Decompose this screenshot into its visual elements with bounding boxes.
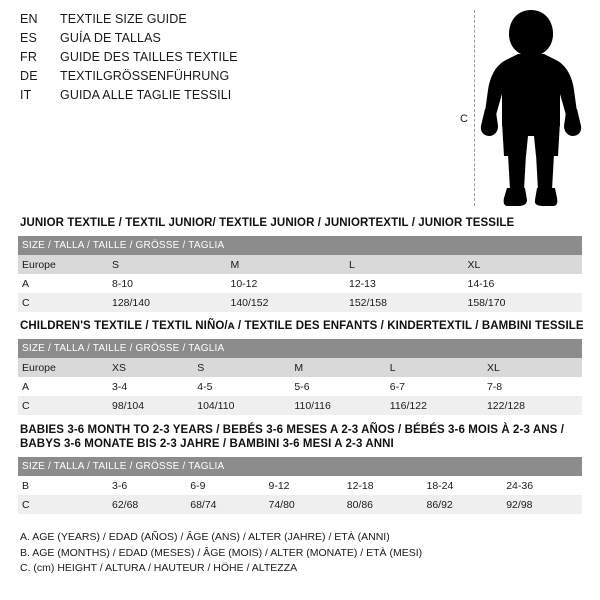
cell: 12-18 xyxy=(343,476,423,495)
cell: 92/98 xyxy=(502,495,582,514)
cell: 116/122 xyxy=(386,396,483,415)
cell: 24-36 xyxy=(502,476,582,495)
table-junior xyxy=(18,236,582,312)
language-code: FR xyxy=(20,50,38,64)
row-label: C xyxy=(18,396,108,415)
row-label: A xyxy=(18,377,108,396)
table-row xyxy=(18,476,582,495)
language-title: GUÍA DE TALLAS xyxy=(60,31,161,45)
row-label: A xyxy=(18,274,108,293)
table-row xyxy=(18,377,582,396)
column-header-m: M xyxy=(227,255,346,274)
row-label: C xyxy=(18,495,108,514)
table-subheader-row xyxy=(18,339,582,358)
language-row xyxy=(20,69,440,88)
cell: 86/92 xyxy=(422,495,502,514)
cell: 10-12 xyxy=(227,274,346,293)
cell: 3-4 xyxy=(108,377,193,396)
cell: 14-16 xyxy=(464,274,583,293)
cell: 4-5 xyxy=(193,377,290,396)
table-children xyxy=(18,339,582,415)
cell: 9-12 xyxy=(265,476,343,495)
row-label: C xyxy=(18,293,108,312)
cell: 140/152 xyxy=(227,293,346,312)
language-code: DE xyxy=(20,69,38,83)
cell: 6-7 xyxy=(386,377,483,396)
table-subheader-row xyxy=(18,236,582,255)
language-row xyxy=(20,50,440,69)
language-row xyxy=(20,12,440,31)
cell: 7-8 xyxy=(483,377,582,396)
cell: 18-24 xyxy=(422,476,502,495)
table-subheader-row xyxy=(18,457,582,476)
cell: 68/74 xyxy=(186,495,264,514)
section-title-children: CHILDREN'S TEXTILE / TEXTIL NIÑO/ᴀ / TEXTILE DES ENFANTS / KINDERTEXTIL / BAMBINI TESSILE xyxy=(20,320,584,332)
column-header-s: S xyxy=(108,255,227,274)
legend-line-a: A. AGE (YEARS) / EDAD (AÑOS) / ÂGE (ANS) / ALTER (JAHRE) / ETÀ (ANNI) xyxy=(20,531,390,543)
cell: 98/104 xyxy=(108,396,193,415)
language-title: TEXTILGRÖSSENFÜHRUNG xyxy=(60,69,230,83)
measurement-figure xyxy=(440,8,590,208)
language-row xyxy=(20,88,440,107)
column-header-xl: XL xyxy=(464,255,583,274)
language-title: TEXTILE SIZE GUIDE xyxy=(60,12,187,26)
cell: 8-10 xyxy=(108,274,227,293)
table-row xyxy=(18,274,582,293)
language-code: IT xyxy=(20,88,32,102)
cell: 12-13 xyxy=(345,274,464,293)
row-label: B xyxy=(18,476,108,495)
table-row xyxy=(18,495,582,514)
cell: 104/110 xyxy=(193,396,290,415)
legend-block xyxy=(20,530,580,577)
table-column-header-row xyxy=(18,255,582,274)
language-title: GUIDA ALLE TAGLIE TESSILI xyxy=(60,88,232,102)
table-column-header-row xyxy=(18,358,582,377)
column-header-l: L xyxy=(345,255,464,274)
language-row xyxy=(20,31,440,50)
table-subheader-label: SIZE / TALLA / TAILLE / GRÖSSE / TAGLIA xyxy=(18,457,582,476)
language-code: EN xyxy=(20,12,38,26)
table-babies xyxy=(18,457,582,514)
section-title-babies-line2: BABYS 3-6 MONATE BIS 2-3 JAHRE / BAMBINI 3-6 MESI A 2-3 ANNI xyxy=(20,438,394,450)
cell: 122/128 xyxy=(483,396,582,415)
column-header-europe: Europe xyxy=(18,358,108,377)
cell: 62/68 xyxy=(108,495,186,514)
table-row xyxy=(18,396,582,415)
cell: 3-6 xyxy=(108,476,186,495)
cell: 80/86 xyxy=(343,495,423,514)
section-title-babies xyxy=(20,423,564,451)
cell: 128/140 xyxy=(108,293,227,312)
cell: 6-9 xyxy=(186,476,264,495)
child-silhouette-icon xyxy=(474,8,590,208)
column-header-europe: Europe xyxy=(18,255,108,274)
column-header-m: M xyxy=(290,358,385,377)
cell: 5-6 xyxy=(290,377,385,396)
language-title: GUIDE DES TAILLES TEXTILE xyxy=(60,50,238,64)
cell: 152/158 xyxy=(345,293,464,312)
column-header-xl: XL xyxy=(483,358,582,377)
legend-line-c: C. (cm) HEIGHT / ALTURA / HAUTEUR / HÖHE / ALTEZZA xyxy=(20,562,298,574)
table-subheader-label: SIZE / TALLA / TAILLE / GRÖSSE / TAGLIA xyxy=(18,236,582,255)
cell: 74/80 xyxy=(265,495,343,514)
section-title-babies-line1: BABIES 3-6 MONTH TO 2-3 YEARS / BEBÉS 3-6 MESES A 2-3 AÑOS / BÉBÉS 3-6 MOIS À 2-3 ANS / xyxy=(20,424,564,436)
column-header-l: L xyxy=(386,358,483,377)
cell: 158/170 xyxy=(464,293,583,312)
table-row xyxy=(18,293,582,312)
table-subheader-label: SIZE / TALLA / TAILLE / GRÖSSE / TAGLIA xyxy=(18,339,582,358)
column-header-s: S xyxy=(193,358,290,377)
section-title-junior: JUNIOR TEXTILE / TEXTIL JUNIOR/ TEXTILE JUNIOR / JUNIORTEXTIL / JUNIOR TESSILE xyxy=(20,217,515,229)
language-code: ES xyxy=(20,31,38,45)
cell: 110/116 xyxy=(290,396,385,415)
legend-line-b: B. AGE (MONTHS) / EDAD (MESES) / ÂGE (MOIS) / ALTER (MONATE) / ETÀ (MESI) xyxy=(20,546,423,559)
column-header-xs: XS xyxy=(108,358,193,377)
language-title-block xyxy=(20,12,440,107)
height-marker-label: C xyxy=(460,113,468,125)
